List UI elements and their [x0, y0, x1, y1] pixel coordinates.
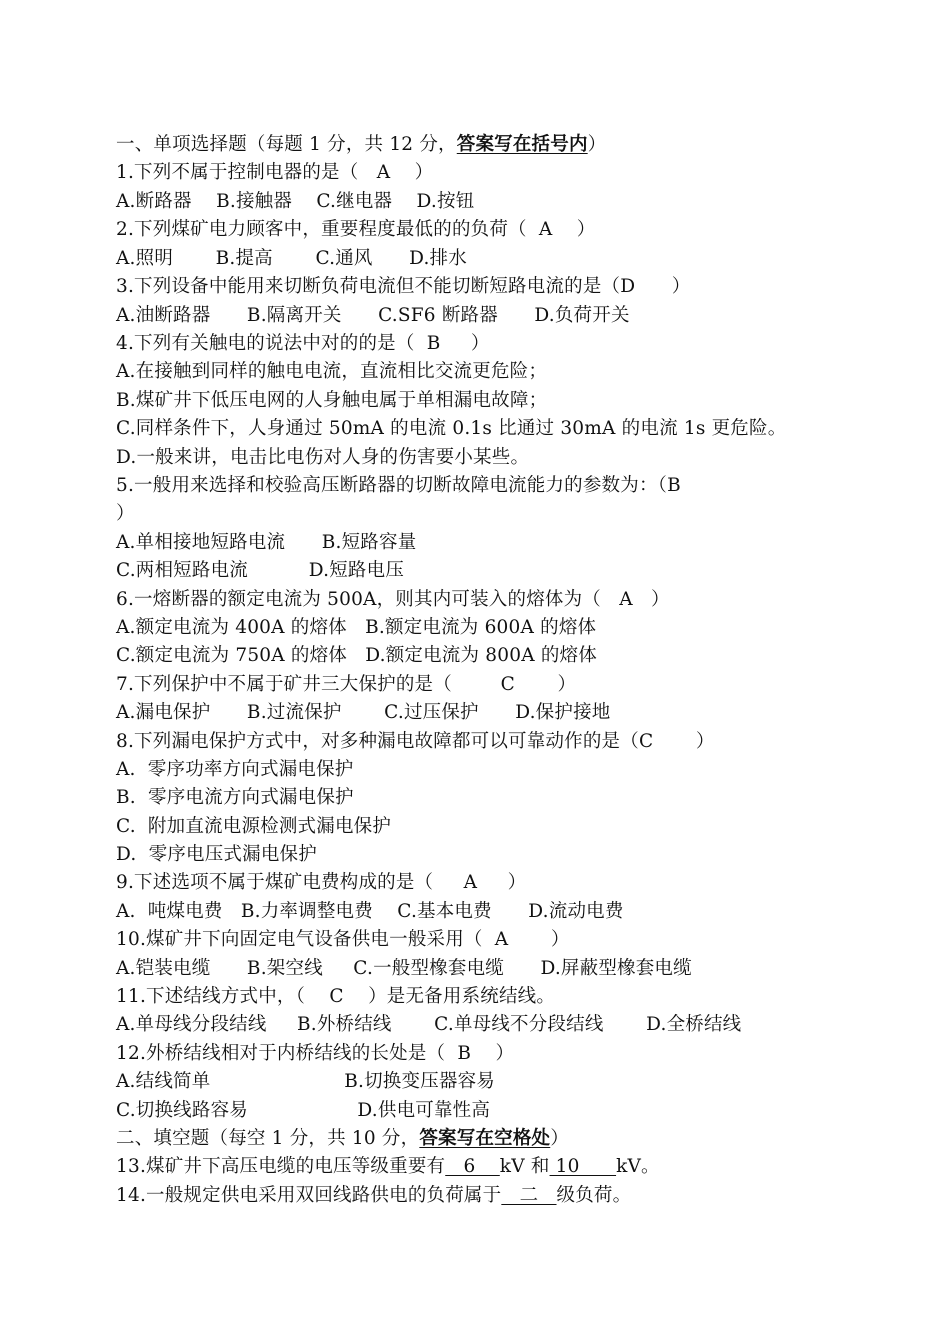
question-8-option-a: A. 零序功率方向式漏电保护	[116, 759, 354, 780]
question-11: 11.下述结线方式中，（ C ）是无备用系统结线。	[116, 986, 556, 1007]
section2-title-emphasis: 答案写在空格处	[419, 1128, 551, 1149]
question-5-line2: ）	[116, 503, 135, 524]
question-12-options-2: C.切换线路容易 D.供电可靠性高	[116, 1100, 491, 1121]
question-14-text: 14.一般规定供电采用双回线路供电的负荷属于	[116, 1185, 502, 1206]
question-13-blank-2: 10	[549, 1156, 617, 1177]
question-4-option-d: D.一般来讲，电击比电伤对人身的伤害要小某些。	[116, 447, 530, 468]
section2-title-suffix: ）	[550, 1128, 569, 1149]
question-3-options: A.油断路器 B.隔离开关 C.SF6 断路器 D.负荷开关	[116, 305, 630, 326]
question-4-option-a: A.在接触到同样的触电电流，直流相比交流更危险；	[116, 361, 548, 382]
question-11-options: A.单母线分段结线 B.外桥结线 C.单母线不分段结线 D.全桥结线	[116, 1014, 742, 1035]
question-13-post: kV。	[616, 1156, 660, 1177]
question-1: 1.下列不属于控制电器的是（ A ）	[116, 162, 434, 183]
question-5-options-2: C.两相短路电流 D.短路电压	[116, 560, 405, 581]
question-6-options-1: A.额定电流为 400A 的熔体 B.额定电流为 600A 的熔体	[116, 617, 597, 638]
section1-title-suffix: ）	[587, 134, 607, 155]
question-1-options: A.断路器 B.接触器 C.继电器 D.按钮	[116, 191, 475, 212]
question-9-options: A. 吨煤电费 B.力率调整电费 C.基本电费 D.流动电费	[116, 901, 624, 922]
question-13-mid: kV 和	[499, 1156, 550, 1177]
question-12-options-1: A.结线简单 B.切换变压器容易	[116, 1071, 495, 1092]
question-3: 3.下列设备中能用来切断负荷电流但不能切断短路电流的是（D ）	[116, 276, 691, 297]
question-4: 4.下列有关触电的说法中对的的是（ B ）	[116, 333, 490, 354]
question-9: 9.下述选项不属于煤矿电费构成的是（ A ）	[116, 872, 527, 893]
question-10: 10.煤矿井下向固定电气设备供电一般采用（ A ）	[116, 929, 570, 950]
question-7: 7.下列保护中不属于矿井三大保护的是（ C ）	[116, 674, 577, 695]
question-10-options: A.铠装电缆 B.架空线 C.一般型橡套电缆 D.屏蔽型橡套电缆	[116, 958, 692, 979]
section1-title-emphasis: 答案写在括号内	[456, 134, 588, 155]
section1-title	[116, 131, 606, 159]
question-14	[116, 1182, 631, 1210]
question-7-options: A.漏电保护 B.过流保护 C.过压保护 D.保护接地	[116, 702, 611, 723]
question-4-option-b: B.煤矿井下低压电网的人身触电属于单相漏电故障；	[116, 390, 548, 411]
question-13-text: 13.煤矿井下高压电缆的电压等级重要有	[116, 1156, 446, 1177]
section2-title	[116, 1125, 569, 1153]
question-8-option-d: D. 零序电压式漏电保护	[116, 844, 317, 865]
question-13-blank-1: 6	[445, 1156, 500, 1177]
question-14-blank: 二	[501, 1185, 557, 1206]
question-5-line1: 5.一般用来选择和校验高压断路器的切断故障电流能力的参数为：（B	[116, 475, 681, 496]
question-2-options: A.照明 B.提高 C.通风 D.排水	[116, 248, 467, 269]
question-5-options-1: A.单相接地短路电流 B.短路容量	[116, 532, 417, 553]
question-14-post: 级负荷。	[556, 1185, 632, 1206]
question-8: 8.下列漏电保护方式中，对多种漏电故障都可以可靠动作的是（C ）	[116, 731, 715, 752]
question-6-options-2: C.额定电流为 750A 的熔体 D.额定电流为 800A 的熔体	[116, 645, 597, 666]
question-13	[116, 1153, 660, 1181]
question-12: 12.外桥结线相对于内桥结线的长处是（ B ）	[116, 1043, 515, 1064]
question-2: 2.下列煤矿电力顾客中，重要程度最低的的负荷（ A ）	[116, 219, 596, 240]
question-4-option-c: C.同样条件下，人身通过 50mA 的电流 0.1s 比通过 30mA 的电流 1s 更危险。	[116, 418, 787, 439]
question-8-option-c: C. 附加直流电源检测式漏电保护	[116, 816, 392, 837]
question-6: 6.一熔断器的额定电流为 500A，则其内可装入的熔体为（ A ）	[116, 589, 670, 610]
question-8-option-b: B. 零序电流方向式漏电保护	[116, 787, 354, 808]
section1-title-prefix: 一、单项选择题（每题 1 分，共 12 分，	[116, 134, 457, 155]
section2-title-prefix: 二、填空题（每空 1 分，共 10 分，	[116, 1128, 420, 1149]
